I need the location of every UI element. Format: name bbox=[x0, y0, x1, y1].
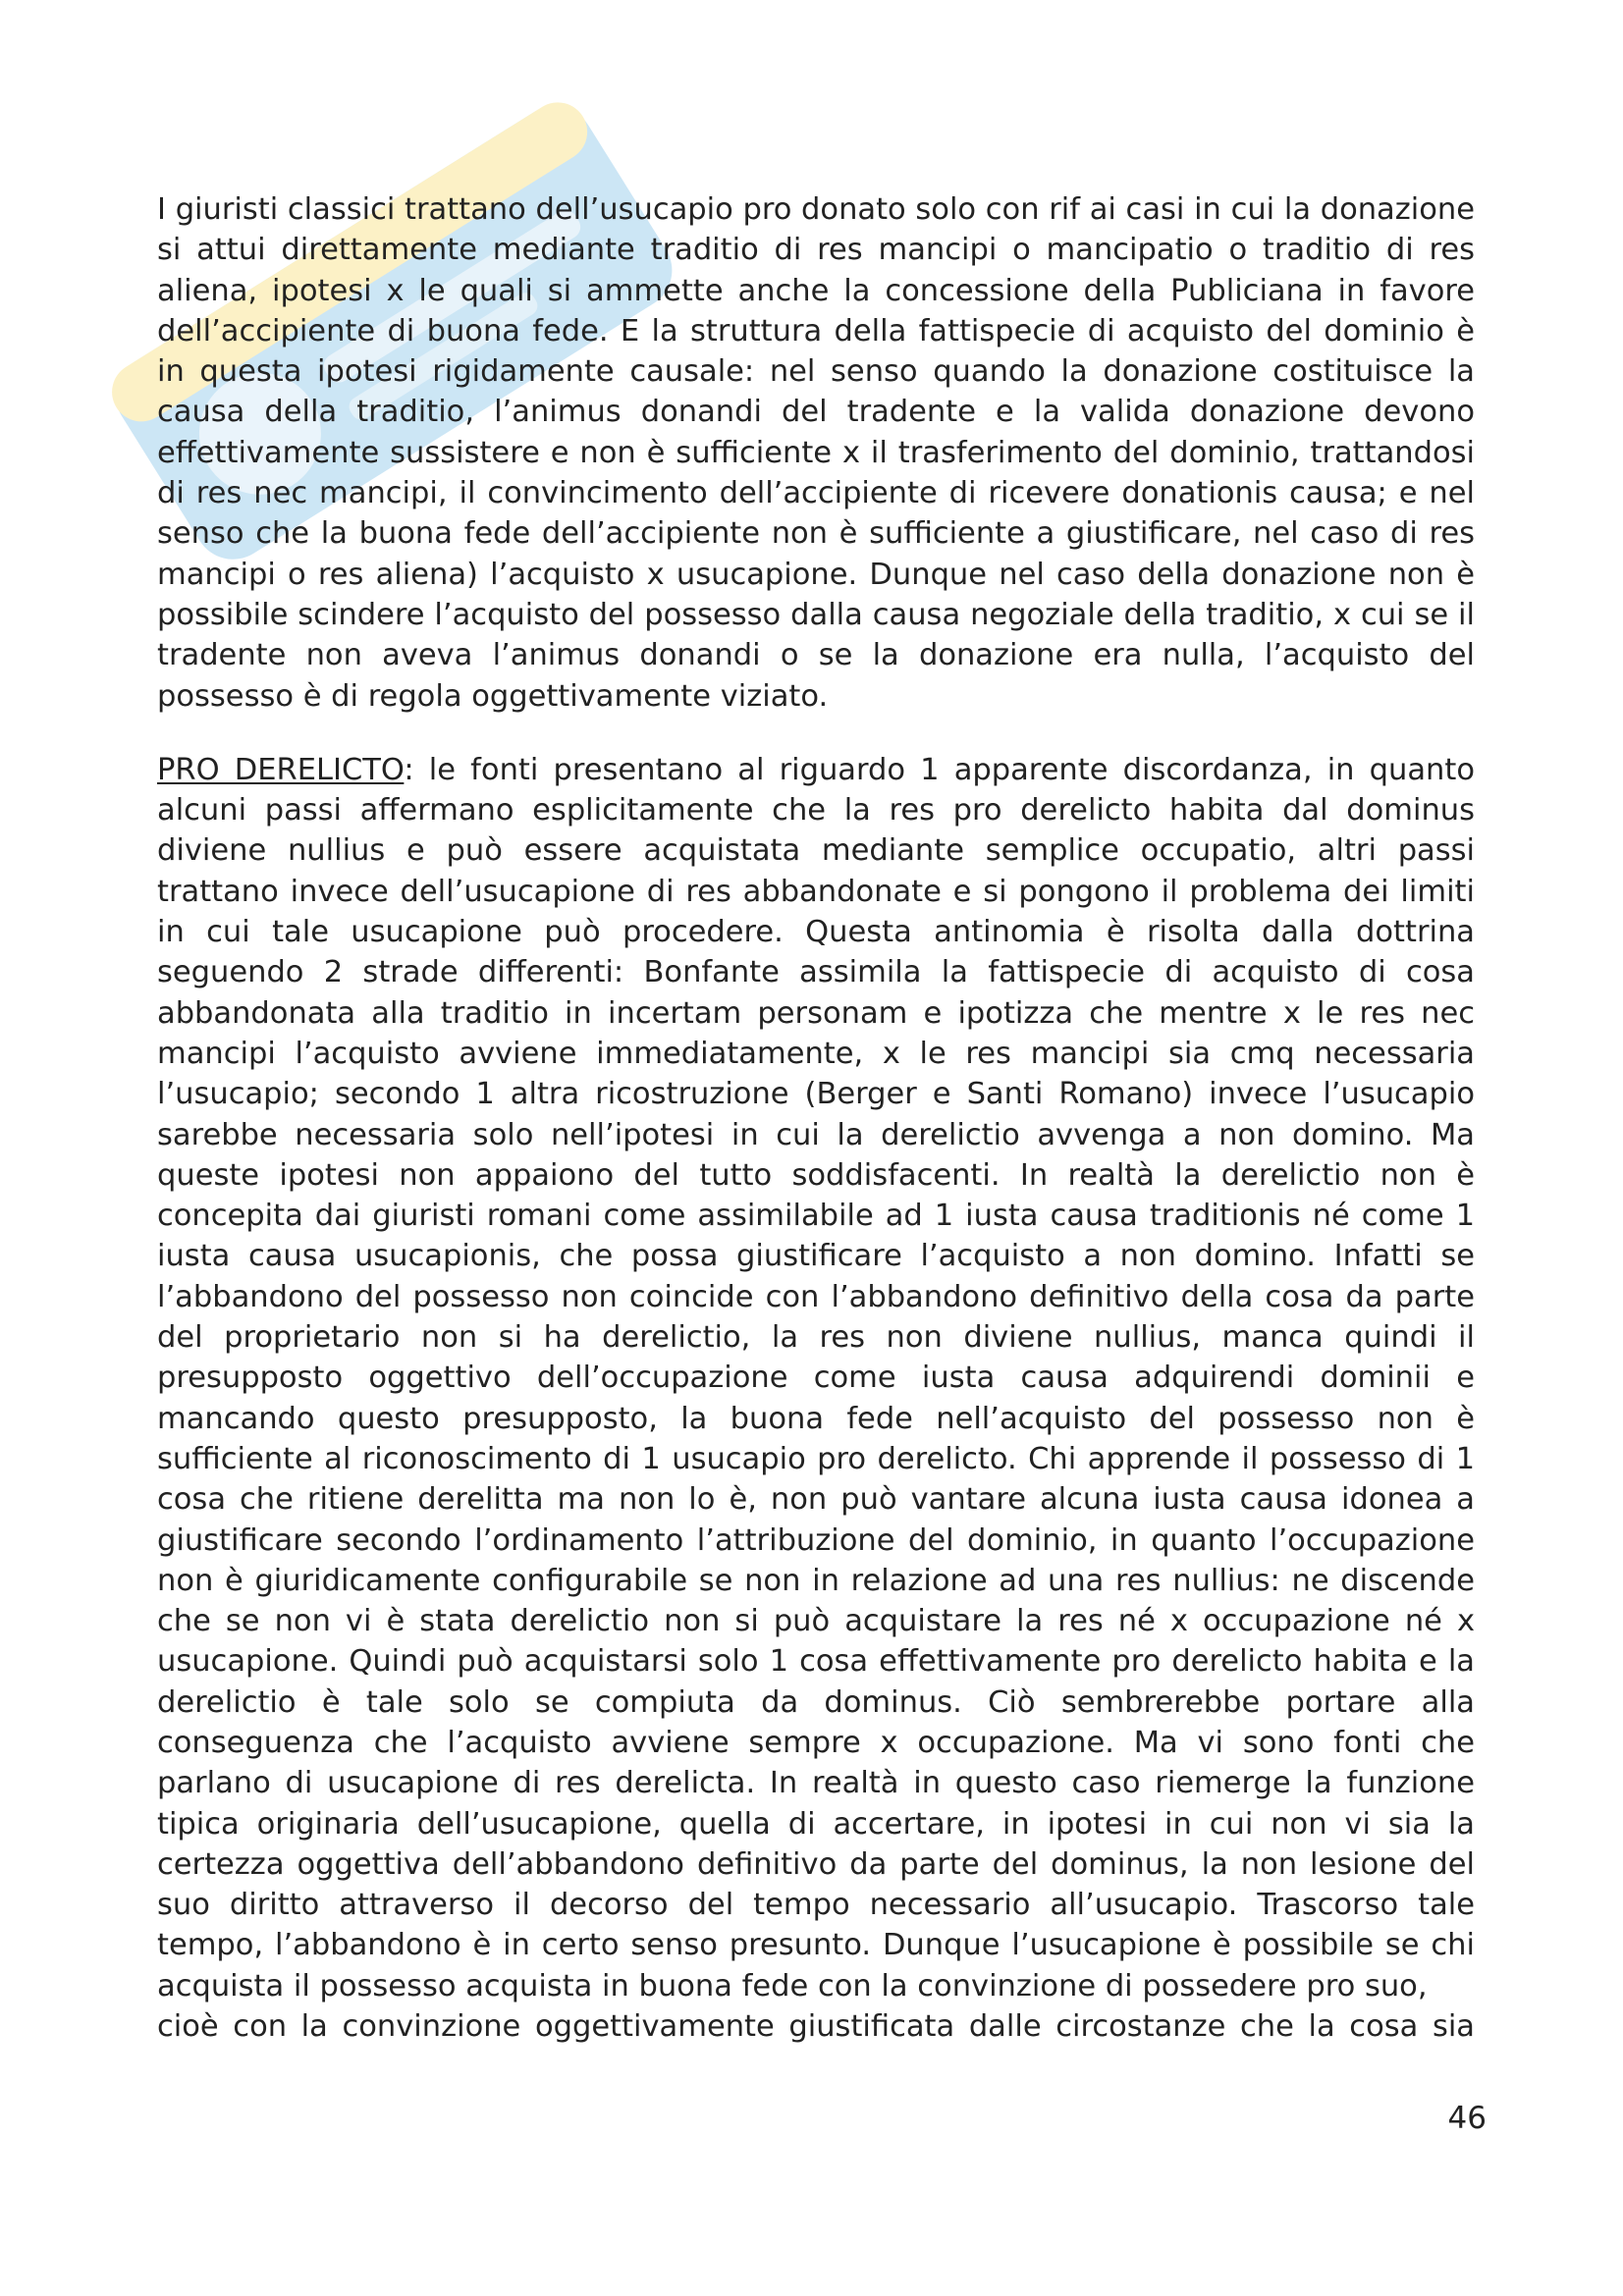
page-number: 46 bbox=[1447, 2101, 1487, 2136]
paragraph-cut-line: cioè con la convinzione oggettivamente giustificata dalle circostanze che la cosa sia bbox=[157, 2009, 1475, 2045]
document-body bbox=[157, 189, 1475, 2047]
paragraph-pro-derelicto bbox=[157, 750, 1475, 2048]
paragraph-usucapio-pro-donato: I giuristi classici trattano dell’usucapio pro donato solo con rif ai casi in cui la donazione si attui direttamente mediante traditio di res mancipi o mancipatio o traditio di res aliena, ipotesi x le quali si ammette anche la concessione della Publiciana in favore dell’accipiente di buona fede. E la struttura della fattispecie di acquisto del dominio è in questa ipotesi rigidamente causale: nel senso quando la donazione costituisce la causa della traditio, l’animus donandi del tradente e la valida donazione devono effettivamente sussistere e non è sufficiente x il trasferimento del dominio, trattandosi di res nec mancipi, il convincimento dell’accipiente di ricevere donationis causa; e nel senso che la buona fede dell’accipiente non è sufficiente a giustificare, nel caso di res mancipi o res aliena) l’acquisto x usucapione. Dunque nel caso della donazione non è possibile scindere l’acquisto del possesso dalla causa negoziale della traditio, x cui se il tradente non aveva l’animus donandi o se la donazione era nulla, l’acquisto del possesso è di regola oggettivamente viziato. bbox=[157, 192, 1475, 714]
paragraph-pro-derelicto-text: : le fonti presentano al riguardo 1 apparente discordanza, in quanto alcuni passi affermano esplicitamente che la res pro derelicto habita dal dominus diviene nullius e può essere acquistata mediante semplice occupatio, altri passi trattano invece dell’usucapione di res abbandonate e si pongono il problema dei limiti in cui tale usucapione può procedere. Questa antinomia è risolta dalla dottrina seguendo 2 strade differenti: Bonfante assimila la fattispecie di acquisto di cosa abbandonata alla traditio in incertam personam e ipotizza che mentre x le res nec mancipi l’acquisto avviene immediatamente, x le res mancipi sia cmq necessaria l’usucapio; secondo 1 altra ricostruzione (Berger e Santi Romano) invece l’usucapio sarebbe necessaria solo nell’ipotesi in cui la derelictio avvenga a non domino. Ma queste ipotesi non appaiono del tutto soddisfacenti. In realtà la derelictio non è concepita dai giuristi romani come assimilabile ad 1 iusta causa traditionis né come 1 iusta causa usucapionis, che possa giustificare l’acquisto a non domino. Infatti se l’abbandono del possesso non coincide con l’abbandono definitivo della cosa da parte del proprietario non si ha derelictio, la res non diviene nullius, manca quindi il presupposto oggettivo dell’occupazione come iusta causa adquirendi dominii e mancando questo presupposto, la buona fede nell’acquisto del possesso non è sufficiente al riconoscimento di 1 usucapio pro derelicto. Chi apprende il possesso di 1 cosa che ritiene derelitta ma non lo è, non può vantare alcuna iusta causa idonea a giustificare secondo l’ordinamento l’attribuzione del dominio, in quanto l’occupazione non è giuridicamente configurabile se non in relazione ad una res nullius: ne discende che se non vi è stata derelictio non si può acquistare la res né x occupazione né x usucapione. Quindi può acquistarsi solo 1 cosa effettivamente pro derelicto habita e la derelictio è tale solo se compiuta da dominus. Ciò sembrerebbe portare alla conseguenza che l’acquisto avviene sempre x occupazione. Ma vi sono fonti che parlano di usucapione di res derelicta. In realtà in questo caso riemerge la funzione tipica originaria dell’usucapione, quella di accertare, in ipotesi in cui non vi sia la certezza oggettiva dell’abbandono definitivo da parte del dominus, la non lesione del suo diritto attraverso il decorso del tempo necessario all’usucapio. Trascorso tale tempo, l’abbandono è in certo senso presunto. Dunque l’usucapione è possibile se chi acquista il possesso acquista in buona fede con la convinzione di possedere pro suo, bbox=[157, 752, 1475, 2003]
section-heading-pro-derelicto: PRO DERELICTO bbox=[157, 752, 405, 787]
